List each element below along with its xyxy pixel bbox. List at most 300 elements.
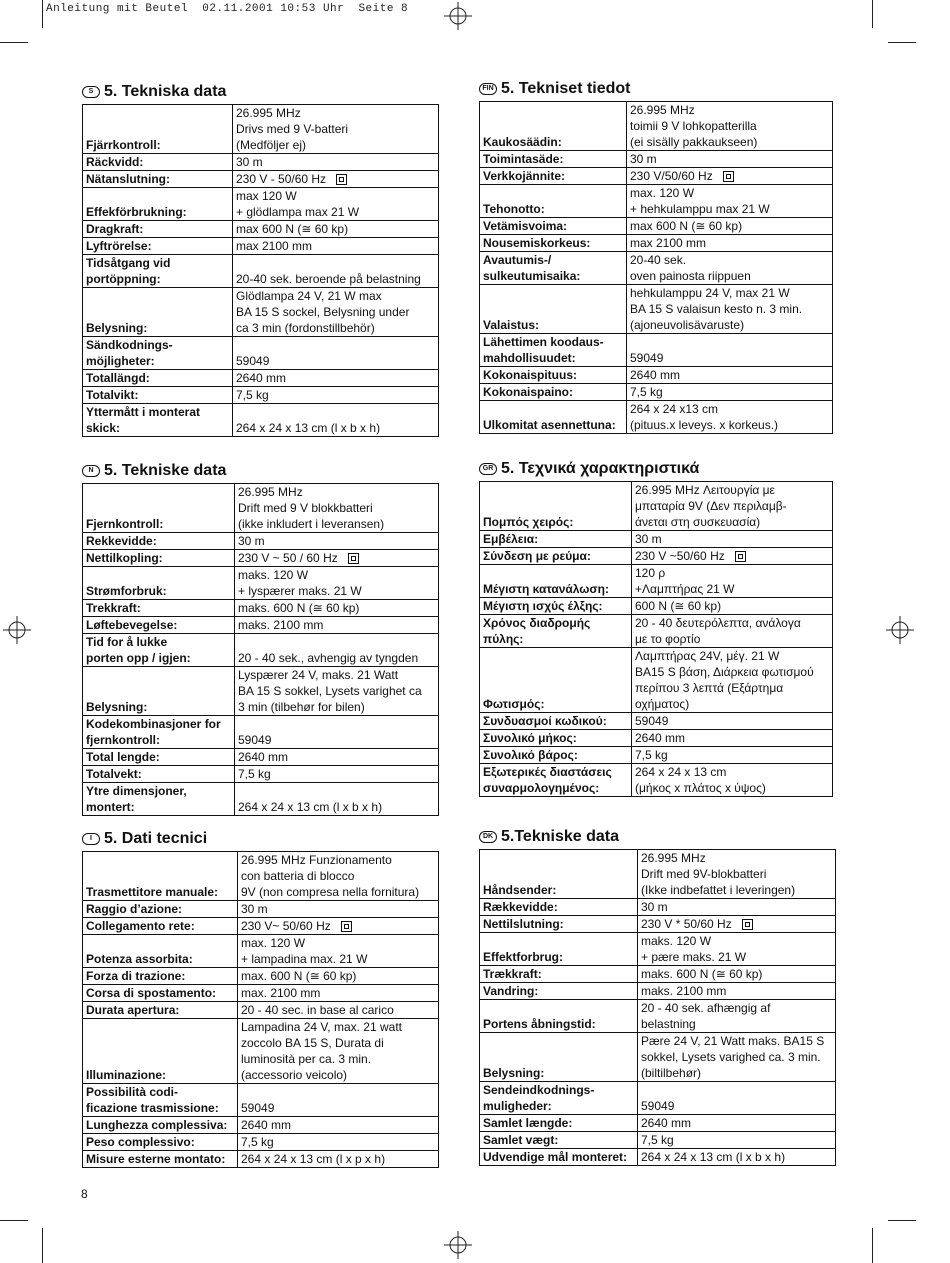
spec-value-cell bbox=[632, 648, 833, 713]
spec-label: Avautumis-/ sulkeutumisaika: bbox=[483, 253, 581, 283]
section-italian bbox=[82, 828, 439, 1168]
spec-label: Håndsender: bbox=[483, 883, 557, 897]
spec-row bbox=[83, 1019, 439, 1084]
spec-label-cell bbox=[83, 370, 233, 387]
spec-row bbox=[83, 370, 439, 387]
spec-label-cell bbox=[480, 850, 638, 899]
spec-label-cell bbox=[83, 238, 233, 255]
spec-value-cell bbox=[638, 983, 836, 1000]
spec-row bbox=[480, 102, 833, 151]
spec-row bbox=[83, 1134, 439, 1151]
section-heading: 5. Tekniska data bbox=[104, 83, 227, 100]
spec-label: Nousemiskorkeus: bbox=[483, 236, 591, 250]
spec-label-cell bbox=[83, 852, 238, 901]
spec-row bbox=[480, 648, 833, 713]
section-title bbox=[82, 460, 439, 482]
spec-label-cell bbox=[83, 766, 235, 783]
spec-row bbox=[83, 567, 439, 600]
spec-label-cell bbox=[480, 764, 632, 797]
spec-row bbox=[480, 482, 833, 531]
spec-value: 26.995 MHz Funzionamento con batteria di blocco 9V (non compresa nella fornitura) bbox=[241, 853, 420, 899]
spec-table bbox=[479, 101, 833, 434]
spec-value: max 600 N (≅ 60 kp) bbox=[630, 219, 743, 233]
spec-row bbox=[480, 1033, 836, 1082]
spec-value-cell bbox=[233, 404, 439, 437]
spec-value: 26.995 MHz Λειτουργία με μπαταρία 9V (Δεν περιλαμβ- άνεται στη συσκευασία) bbox=[635, 483, 787, 529]
spec-row bbox=[83, 935, 439, 968]
spec-value: maks. 600 N (≅ 60 kp) bbox=[238, 601, 360, 615]
spec-label: Εμβέλεια: bbox=[483, 532, 539, 546]
spec-value-cell bbox=[627, 252, 833, 285]
spec-label-cell bbox=[480, 648, 632, 713]
country-code-icon: FIN bbox=[479, 83, 497, 95]
spec-value: max 2100 mm bbox=[236, 239, 313, 253]
spec-label-cell bbox=[83, 171, 233, 188]
spec-label: Μέγιστη ισχύς έλξης: bbox=[483, 599, 603, 613]
crop-mark bbox=[872, 1228, 873, 1263]
spec-label-cell bbox=[480, 531, 632, 548]
spec-label: Nettilslutning: bbox=[483, 917, 564, 931]
spec-value: 264 x 24 x 13 cm (l x b x h) bbox=[236, 421, 381, 435]
spec-value: maks. 120 W + pære maks. 21 W bbox=[641, 934, 747, 964]
spec-label: Σύνδεση με ρεύμα: bbox=[483, 549, 591, 563]
spec-row bbox=[83, 387, 439, 404]
spec-row bbox=[83, 221, 439, 238]
spec-row bbox=[480, 168, 833, 185]
spec-label-cell bbox=[480, 252, 627, 285]
spec-label-cell bbox=[83, 935, 238, 968]
spec-label: Kaukosäädin: bbox=[483, 135, 562, 149]
spec-row bbox=[83, 749, 439, 766]
spec-value-cell bbox=[238, 968, 439, 985]
spec-label: Collegamento rete: bbox=[86, 919, 195, 933]
page-number: 8 bbox=[81, 1187, 88, 1201]
spec-value: 20-40 sek. beroende på belastning bbox=[236, 272, 421, 286]
spec-label: Corsa di spostamento: bbox=[86, 986, 217, 1000]
spec-table bbox=[479, 481, 833, 797]
spec-row bbox=[83, 484, 439, 533]
spec-value-cell bbox=[632, 598, 833, 615]
spec-label-cell bbox=[83, 550, 235, 567]
spec-value: Λαμπτήρας 24V, μέγ. 21 W BA15 S βάση, Διάρκεια φωτισμού περίπου 3 λεπτά (Εξάρτημα οχήματος) bbox=[635, 649, 814, 711]
spec-value-cell bbox=[235, 634, 439, 667]
spec-row bbox=[83, 255, 439, 288]
spec-label-cell bbox=[480, 1132, 638, 1149]
spec-label: Potenza assorbita: bbox=[86, 952, 193, 966]
spec-row bbox=[83, 852, 439, 901]
spec-value-cell bbox=[238, 1134, 439, 1151]
spec-value: 26.995 MHz toimii 9 V lohkopatterilla (ei sisälly pakkaukseen) bbox=[630, 103, 758, 149]
spec-label-cell bbox=[480, 1149, 638, 1166]
spec-value: 2640 mm bbox=[630, 368, 681, 382]
spec-row bbox=[480, 747, 833, 764]
spec-value-cell bbox=[632, 482, 833, 531]
spec-value-cell bbox=[235, 766, 439, 783]
spec-value-cell bbox=[632, 730, 833, 747]
protection-class-icon bbox=[336, 174, 347, 185]
spec-value-cell bbox=[627, 102, 833, 151]
spec-label-cell bbox=[480, 548, 632, 565]
spec-value: 7,5 kg bbox=[236, 388, 269, 402]
spec-value-cell bbox=[238, 1019, 439, 1084]
spec-value: 59049 bbox=[641, 1099, 675, 1113]
spec-label: Lyftrörelse: bbox=[86, 239, 152, 253]
spec-label-cell bbox=[480, 747, 632, 764]
spec-row bbox=[83, 1151, 439, 1168]
spec-value: 2640 mm bbox=[641, 1116, 692, 1130]
spec-label-cell bbox=[480, 615, 632, 648]
spec-table bbox=[82, 104, 439, 437]
spec-label-cell bbox=[480, 899, 638, 916]
spec-value: 26.995 MHz Drift med 9V-blokbatteri (Ikke indbefattet i leveringen) bbox=[641, 851, 796, 897]
spec-value-cell bbox=[233, 337, 439, 370]
spec-label: Lähettimen koodaus- mahdollisuudet: bbox=[483, 335, 604, 365]
spec-label-cell bbox=[83, 783, 235, 816]
spec-row bbox=[83, 550, 439, 567]
spec-value: 30 m bbox=[238, 534, 265, 548]
spec-label-cell bbox=[83, 918, 238, 935]
spec-label: Trekkraft: bbox=[86, 601, 141, 615]
spec-row bbox=[83, 634, 439, 667]
spec-label: Μέγιστη κατανάλωση: bbox=[483, 582, 609, 596]
spec-row bbox=[83, 918, 439, 935]
spec-label-cell bbox=[83, 749, 235, 766]
spec-value: Glödlampa 24 V, 21 W max BA 15 S sockel, Belysning under ca 3 min (fordonstillbehör) bbox=[236, 289, 410, 335]
section-greek bbox=[479, 458, 833, 797]
spec-label: Tehonotto: bbox=[483, 202, 545, 216]
spec-label: Sändkodnings- möjligheter: bbox=[86, 338, 173, 368]
spec-row bbox=[83, 901, 439, 918]
spec-label: Belysning: bbox=[86, 700, 148, 714]
spec-row bbox=[480, 1132, 836, 1149]
spec-value-cell bbox=[238, 985, 439, 1002]
spec-value-cell bbox=[627, 218, 833, 235]
spec-value: 30 m bbox=[635, 532, 662, 546]
spec-row bbox=[480, 252, 833, 285]
spec-label-cell bbox=[83, 634, 235, 667]
spec-label: Total lengde: bbox=[86, 750, 160, 764]
section-norwegian bbox=[82, 460, 439, 816]
spec-row bbox=[83, 783, 439, 816]
spec-value: 264 x 24 x 13 cm (l x b x h) bbox=[641, 1150, 786, 1164]
spec-label: Totallängd: bbox=[86, 371, 150, 385]
spec-row bbox=[83, 617, 439, 634]
spec-row bbox=[83, 171, 439, 188]
crop-mark bbox=[872, 0, 873, 28]
print-header: Anleitung mit Beutel 02.11.2001 10:53 Uhr Seite 8 bbox=[46, 3, 409, 15]
spec-value-cell bbox=[235, 783, 439, 816]
spec-row bbox=[83, 766, 439, 783]
spec-value: 120 ρ +Λαμπτήρας 21 W bbox=[635, 566, 735, 596]
spec-row bbox=[83, 968, 439, 985]
spec-label: Trasmettitore manuale: bbox=[86, 885, 219, 899]
crop-mark bbox=[0, 1220, 28, 1221]
spec-value-cell bbox=[627, 401, 833, 434]
spec-row bbox=[480, 764, 833, 797]
spec-value-cell bbox=[233, 255, 439, 288]
spec-label-cell bbox=[480, 235, 627, 252]
spec-label-cell bbox=[480, 565, 632, 598]
country-code-icon: DK bbox=[479, 831, 497, 843]
section-title bbox=[82, 81, 439, 103]
spec-label-cell bbox=[480, 983, 638, 1000]
spec-label: Samlet vægt: bbox=[483, 1133, 559, 1147]
spec-value-cell bbox=[627, 151, 833, 168]
spec-label-cell bbox=[83, 716, 235, 749]
spec-row bbox=[480, 933, 836, 966]
spec-value-cell bbox=[627, 285, 833, 334]
spec-value-cell bbox=[638, 1033, 836, 1082]
spec-value: max. 120 W + lampadina max. 21 W bbox=[241, 936, 368, 966]
spec-value: 30 m bbox=[241, 902, 268, 916]
spec-label-cell bbox=[480, 1082, 638, 1115]
spec-label-cell bbox=[480, 598, 632, 615]
spec-row bbox=[480, 1115, 836, 1132]
crop-mark bbox=[888, 42, 916, 43]
spec-value: 26.995 MHz Drift med 9 V blokkbatteri (ikke inkludert i leveransen) bbox=[238, 485, 385, 531]
spec-value-cell bbox=[632, 531, 833, 548]
spec-value: maks. 2100 mm bbox=[238, 618, 324, 632]
spec-row bbox=[83, 1084, 439, 1117]
spec-value-cell bbox=[238, 852, 439, 901]
spec-value-cell bbox=[627, 384, 833, 401]
spec-value-cell bbox=[235, 749, 439, 766]
spec-row bbox=[480, 151, 833, 168]
spec-value-cell bbox=[638, 1082, 836, 1115]
spec-label: Lunghezza complessiva: bbox=[86, 1118, 228, 1132]
spec-label-cell bbox=[480, 102, 627, 151]
spec-label: Χρόνος διαδρομής πύλης: bbox=[483, 616, 591, 646]
protection-class-icon bbox=[735, 551, 746, 562]
spec-label: Verkkojännite: bbox=[483, 169, 566, 183]
spec-label-cell bbox=[83, 1134, 238, 1151]
spec-label: Φωτισμός: bbox=[483, 697, 545, 711]
spec-label-cell bbox=[83, 1151, 238, 1168]
spec-value: 30 m bbox=[236, 155, 263, 169]
spec-label-cell bbox=[83, 484, 235, 533]
spec-label-cell bbox=[83, 154, 233, 171]
spec-value: 2640 mm bbox=[635, 731, 686, 745]
spec-value-cell bbox=[238, 901, 439, 918]
spec-row bbox=[480, 1000, 836, 1033]
spec-value: 264 x 24 x13 cm (pituus.x leveys. x korkeus.) bbox=[630, 402, 779, 432]
spec-row bbox=[83, 533, 439, 550]
spec-row bbox=[480, 916, 836, 933]
spec-label-cell bbox=[83, 1117, 238, 1134]
spec-label: Effekförbrukning: bbox=[86, 205, 187, 219]
spec-row bbox=[480, 565, 833, 598]
registration-mark-icon bbox=[886, 616, 914, 644]
spec-value: 20-40 sek. oven painosta riippuen bbox=[630, 253, 751, 283]
spec-row bbox=[480, 185, 833, 218]
spec-row bbox=[83, 1002, 439, 1019]
spec-label: Rekkevidde: bbox=[86, 534, 157, 548]
spec-label: Totalvikt: bbox=[86, 388, 139, 402]
section-heading: 5. Tekniske data bbox=[104, 462, 227, 479]
spec-value: 7,5 kg bbox=[241, 1135, 274, 1149]
spec-value-cell bbox=[235, 550, 439, 567]
spec-label-cell bbox=[480, 482, 632, 531]
registration-mark-icon bbox=[444, 2, 472, 30]
spec-label: Fjernkontroll: bbox=[86, 517, 164, 531]
spec-row bbox=[83, 154, 439, 171]
spec-value: max 2100 mm bbox=[630, 236, 707, 250]
spec-label: Vandring: bbox=[483, 984, 539, 998]
spec-row bbox=[480, 615, 833, 648]
spec-label: Possibilità codi- ficazione trasmissione: bbox=[86, 1085, 219, 1115]
spec-label: Ulkomitat asennettuna: bbox=[483, 418, 616, 432]
spec-value-cell bbox=[233, 238, 439, 255]
spec-row bbox=[480, 384, 833, 401]
spec-label-cell bbox=[480, 151, 627, 168]
spec-row bbox=[480, 713, 833, 730]
spec-row bbox=[480, 598, 833, 615]
spec-value-cell bbox=[235, 716, 439, 749]
spec-label-cell bbox=[480, 1115, 638, 1132]
spec-row bbox=[480, 899, 836, 916]
spec-value: max. 600 N (≅ 60 kp) bbox=[241, 969, 357, 983]
protection-class-icon bbox=[341, 921, 352, 932]
spec-value-cell bbox=[235, 667, 439, 716]
spec-row bbox=[83, 985, 439, 1002]
spec-row bbox=[480, 218, 833, 235]
spec-label: Συνολικό βάρος: bbox=[483, 748, 578, 762]
section-swedish bbox=[82, 81, 439, 437]
crop-mark bbox=[42, 0, 43, 28]
spec-value: 600 N (≅ 60 kp) bbox=[635, 599, 722, 613]
spec-value-cell bbox=[632, 615, 833, 648]
spec-value: 20 - 40 δευτερόλεπτα, ανάλογα με το φορτίο bbox=[635, 616, 801, 646]
spec-value: 230 V ~50/60 Hz bbox=[635, 549, 725, 563]
spec-row bbox=[83, 238, 439, 255]
spec-value: 59049 bbox=[236, 354, 270, 368]
spec-label: Πομπός χειρός: bbox=[483, 515, 574, 529]
spec-label: Ytre dimensjoner, montert: bbox=[86, 784, 187, 814]
spec-label-cell bbox=[480, 933, 638, 966]
spec-label: Misure esterne montato: bbox=[86, 1152, 226, 1166]
spec-row bbox=[480, 235, 833, 252]
spec-value-cell bbox=[238, 1084, 439, 1117]
spec-row bbox=[83, 188, 439, 221]
spec-value-cell bbox=[235, 484, 439, 533]
section-heading: 5. Tekniset tiedot bbox=[501, 80, 631, 97]
spec-label-cell bbox=[480, 384, 627, 401]
spec-row bbox=[480, 730, 833, 747]
crop-mark bbox=[0, 42, 28, 43]
spec-label-cell bbox=[83, 105, 233, 154]
crop-mark bbox=[42, 1228, 43, 1263]
spec-value-cell bbox=[638, 1132, 836, 1149]
spec-label: Tid for å lukke porten opp / igjen: bbox=[86, 635, 191, 665]
spec-label: Vetämisvoima: bbox=[483, 219, 568, 233]
section-heading: 5. Dati tecnici bbox=[104, 830, 208, 847]
spec-value-cell bbox=[638, 1000, 836, 1033]
section-title bbox=[82, 828, 439, 850]
spec-label: Raggio d’azione: bbox=[86, 902, 182, 916]
spec-label-cell bbox=[480, 713, 632, 730]
spec-value-cell bbox=[233, 387, 439, 404]
spec-label: Yttermått i monterat skick: bbox=[86, 405, 201, 435]
spec-row bbox=[83, 1117, 439, 1134]
section-title bbox=[479, 826, 836, 848]
spec-row bbox=[480, 285, 833, 334]
spec-label: Sendeindkodnings- muligheder: bbox=[483, 1083, 595, 1113]
spec-row bbox=[480, 401, 833, 434]
spec-label-cell bbox=[480, 334, 627, 367]
protection-class-icon bbox=[348, 553, 359, 564]
spec-value: 2640 mm bbox=[241, 1118, 292, 1132]
spec-label: Kokonaispituus: bbox=[483, 368, 578, 382]
protection-class-icon bbox=[742, 919, 753, 930]
spec-label-cell bbox=[480, 185, 627, 218]
spec-value-cell bbox=[627, 367, 833, 384]
spec-value-cell bbox=[233, 171, 439, 188]
spec-label-cell bbox=[83, 337, 233, 370]
spec-label: Nätanslutning: bbox=[86, 172, 170, 186]
spec-value-cell bbox=[233, 105, 439, 154]
spec-value: 59049 bbox=[238, 733, 272, 747]
spec-label-cell bbox=[480, 285, 627, 334]
country-code-icon: GR bbox=[479, 463, 497, 475]
crop-mark bbox=[888, 1220, 916, 1221]
spec-value-cell bbox=[638, 850, 836, 899]
spec-value: 2640 mm bbox=[238, 750, 289, 764]
spec-table bbox=[82, 483, 439, 816]
spec-value: Pære 24 V, 21 Watt maks. BA15 S sokkel, Lysets varighed ca. 3 min. (biltilbehør) bbox=[641, 1034, 825, 1080]
spec-value-cell bbox=[238, 918, 439, 935]
spec-value: 7,5 kg bbox=[238, 767, 271, 781]
spec-label-cell bbox=[480, 218, 627, 235]
spec-value-cell bbox=[632, 713, 833, 730]
spec-value: 230 V~ 50/60 Hz bbox=[241, 919, 331, 933]
spec-value-cell bbox=[233, 288, 439, 337]
spec-value: hehkulamppu 24 V, max 21 W BA 15 S valaisun kesto n. 3 min. (ajoneuvolisävaruste) bbox=[630, 286, 803, 332]
spec-label-cell bbox=[480, 916, 638, 933]
spec-label-cell bbox=[83, 667, 235, 716]
spec-label-cell bbox=[83, 288, 233, 337]
spec-label-cell bbox=[480, 367, 627, 384]
spec-row bbox=[480, 367, 833, 384]
spec-value: 2640 mm bbox=[236, 371, 287, 385]
spec-value: 7,5 kg bbox=[630, 385, 663, 399]
spec-value-cell bbox=[238, 1117, 439, 1134]
spec-label-cell bbox=[480, 1033, 638, 1082]
spec-label-cell bbox=[83, 600, 235, 617]
spec-label: Συνολικό μήκος: bbox=[483, 731, 577, 745]
section-danish bbox=[479, 826, 836, 1166]
country-code-icon: I bbox=[82, 833, 100, 845]
spec-label: Belysning: bbox=[86, 321, 148, 335]
spec-value: 230 V * 50/60 Hz bbox=[641, 917, 732, 931]
spec-value-cell bbox=[632, 747, 833, 764]
spec-label-cell bbox=[480, 1000, 638, 1033]
section-heading: 5. Τεχνικά χαρακτηριστικά bbox=[501, 460, 700, 477]
protection-class-icon bbox=[723, 171, 734, 182]
spec-row bbox=[480, 548, 833, 565]
spec-label: Durata apertura: bbox=[86, 1003, 180, 1017]
spec-value: Lampadina 24 V, max. 21 watt zoccolo BA 15 S, Durata di luminosità per ca. 3 min. (accessorio veicolo) bbox=[241, 1020, 402, 1082]
spec-value-cell bbox=[235, 600, 439, 617]
spec-row bbox=[480, 966, 836, 983]
spec-value-cell bbox=[233, 154, 439, 171]
spec-label: Belysning: bbox=[483, 1066, 545, 1080]
spec-label: Kodekombinasjoner for fjernkontroll: bbox=[86, 717, 221, 747]
spec-label: Toimintasäde: bbox=[483, 152, 564, 166]
spec-value: max. 2100 mm bbox=[241, 986, 321, 1000]
spec-table bbox=[82, 851, 439, 1168]
spec-value: 30 m bbox=[641, 900, 668, 914]
spec-row bbox=[83, 600, 439, 617]
